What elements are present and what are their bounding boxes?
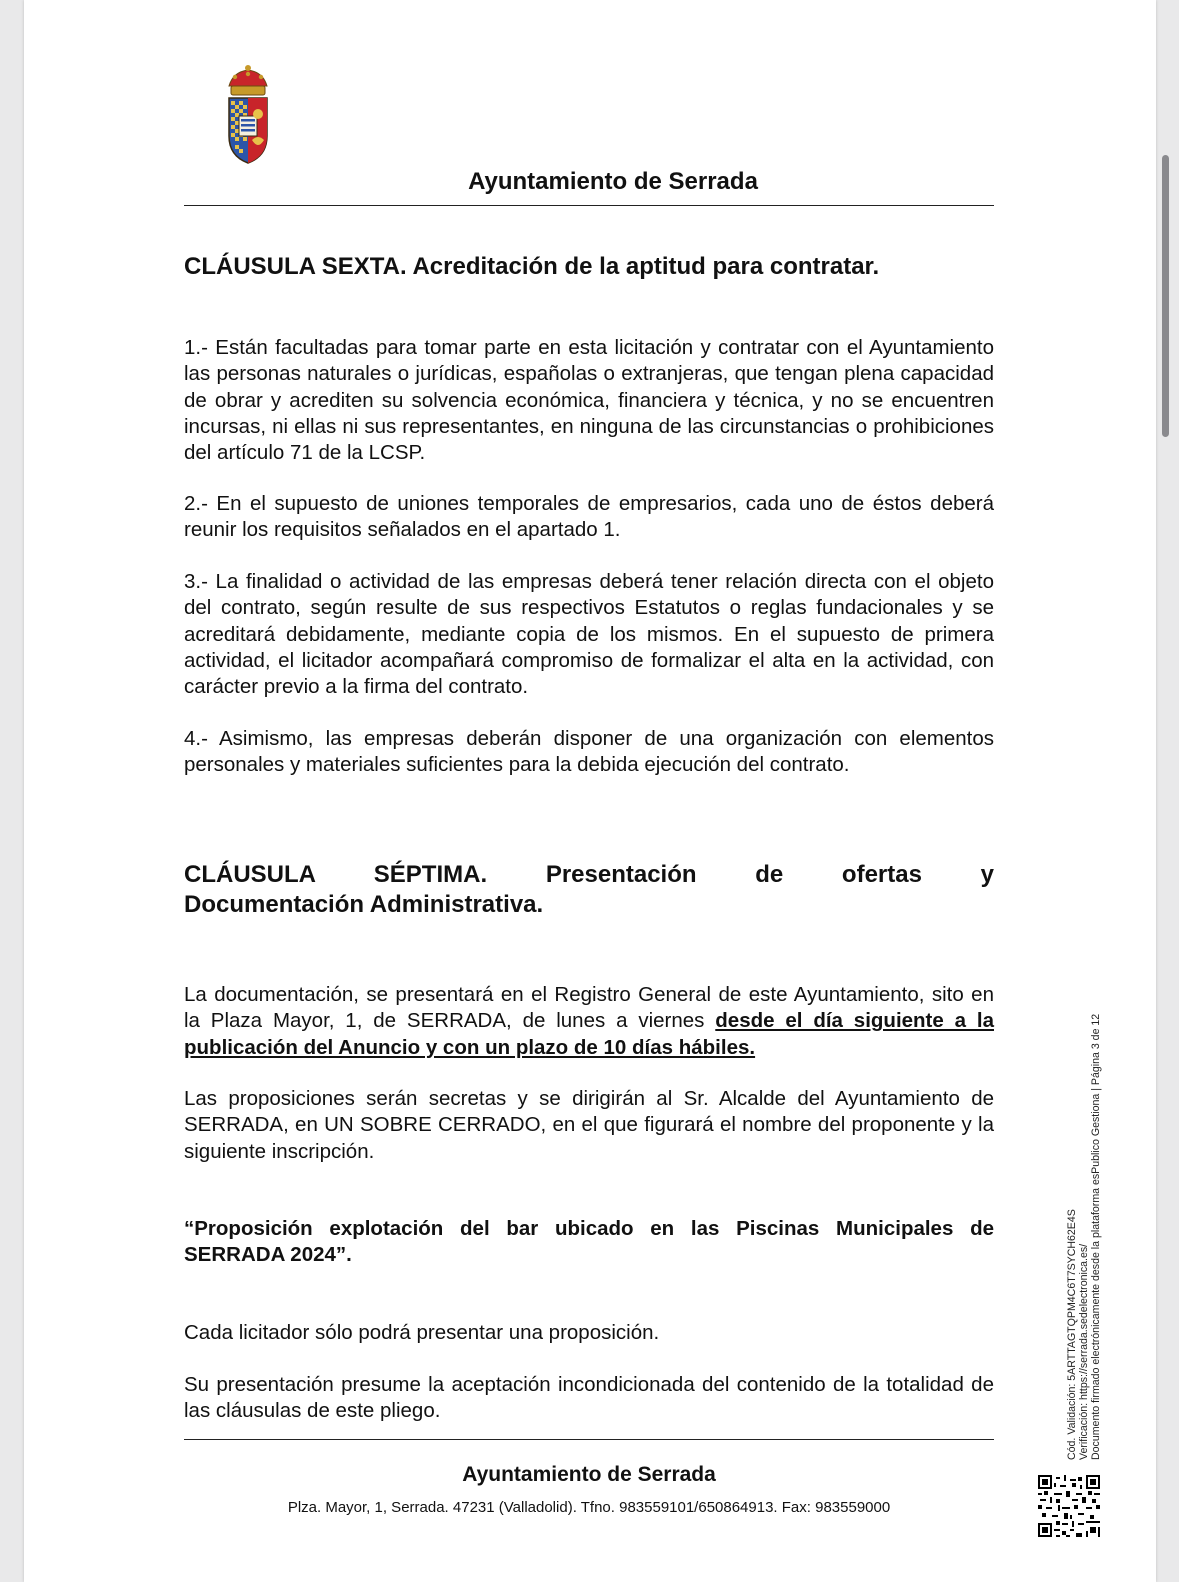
inscription-text: “Proposición explotación del bar ubicado en las Piscinas Municipales de SERRADA 2024”. <box>184 1217 994 1267</box>
validation-side-text <box>1066 1014 1102 1460</box>
clausula-septima-paragraph-3: Cada licitador sólo podrá presentar una proposición. <box>184 1321 660 1344</box>
qr-code-icon <box>1038 1475 1100 1537</box>
clausula-sexta-paragraph-4: 4.- Asimismo, las empresas deberán disponer de una organización con elementos personales y materiales suficientes para la debida ejecución del contrato. <box>184 727 994 777</box>
footer-address: Plza. Mayor, 1, Serrada. 47231 (Valladolid). Tfno. 983559101/650864913. Fax: 983559000 <box>287 1499 891 1516</box>
header-title: Ayuntamiento de Serrada <box>468 168 758 195</box>
clausula-septima-paragraph-1 <box>184 982 994 1061</box>
plazo-emphasis: desde el día siguiente a la publicación del Anuncio y con un plazo de 10 días hábiles. <box>184 1009 994 1059</box>
clausula-sexta-paragraph-3: 3.- La finalidad o actividad de las empresas deberá tener relación directa con el objeto del contrato, según resulte de sus respectivos Estatutos o reglas fundacionales y se acreditará debidamente, mediante copia de los mismos. En el supuesto de primera actividad, el licitador acompañará compromiso de formalizar el alta en la actividad, con carácter previo a la firma del contrato. <box>184 570 994 699</box>
validation-signature-note: Documento firmado electrónicamente desde la plataforma esPublico Gestiona | Página 3 de 12 <box>1090 1013 1102 1460</box>
clausula-sexta-paragraph-2: 2.- En el supuesto de uniones temporales de empresarios, cada uno de éstos deberá reunir los requisitos señalados en el apartado 1. <box>184 492 994 542</box>
clausula-septima-paragraph-4: Su presentación presume la aceptación incondicionada del contenido de la totalidad de las cláusulas de este pliego. <box>184 1373 994 1423</box>
clausula-septima-heading-line-1: CLÁUSULA SÉPTIMA. Presentación de ofertas y <box>184 861 994 888</box>
clausula-septima-heading-line-2: Documentación Administrativa. <box>184 891 544 918</box>
scrollbar-thumb[interactable] <box>1162 155 1169 437</box>
validation-code: Cód. Validación: 5ARTTAGTQPM4C6T7SYCH62E4S <box>1066 1209 1078 1460</box>
clausula-sexta-paragraph-1: 1.- Están facultadas para tomar parte en esta licitación y contratar con el Ayuntamiento las personas naturales o jurídicas, españolas o extranjeras, que tengan plena capacidad de obrar y acrediten su solvencia económica, financiera y técnica, y no se encuentren incursas, ni ellas ni sus representantes, en ninguna de las circunstancias o prohibiciones del artículo 71 de la LCSP. <box>184 336 994 465</box>
clausula-septima-paragraph-2: Las proposiciones serán secretas y se dirigirán al Sr. Alcalde del Ayuntamiento de SERRADA, en UN SOBRE CERRADO, en el que figurará el nombre del proponente y la siguiente inscripción. <box>184 1087 994 1163</box>
header-divider <box>184 205 994 206</box>
coat-of-arms-icon <box>205 64 289 168</box>
validation-url: Verificación: https://serrada.sedelectronica.es/ <box>1078 1243 1090 1460</box>
footer-title: Ayuntamiento de Serrada <box>462 1463 716 1486</box>
footer-divider <box>184 1439 994 1440</box>
clausula-sexta-heading: CLÁUSULA SEXTA. Acreditación de la aptitud para contratar. <box>184 253 880 280</box>
registro-text: La documentación, se presentará en el Registro General de este Ayuntamiento, sito en la Plaza Mayor, 1, de SERRADA, de lunes a viernes <box>184 983 994 1033</box>
